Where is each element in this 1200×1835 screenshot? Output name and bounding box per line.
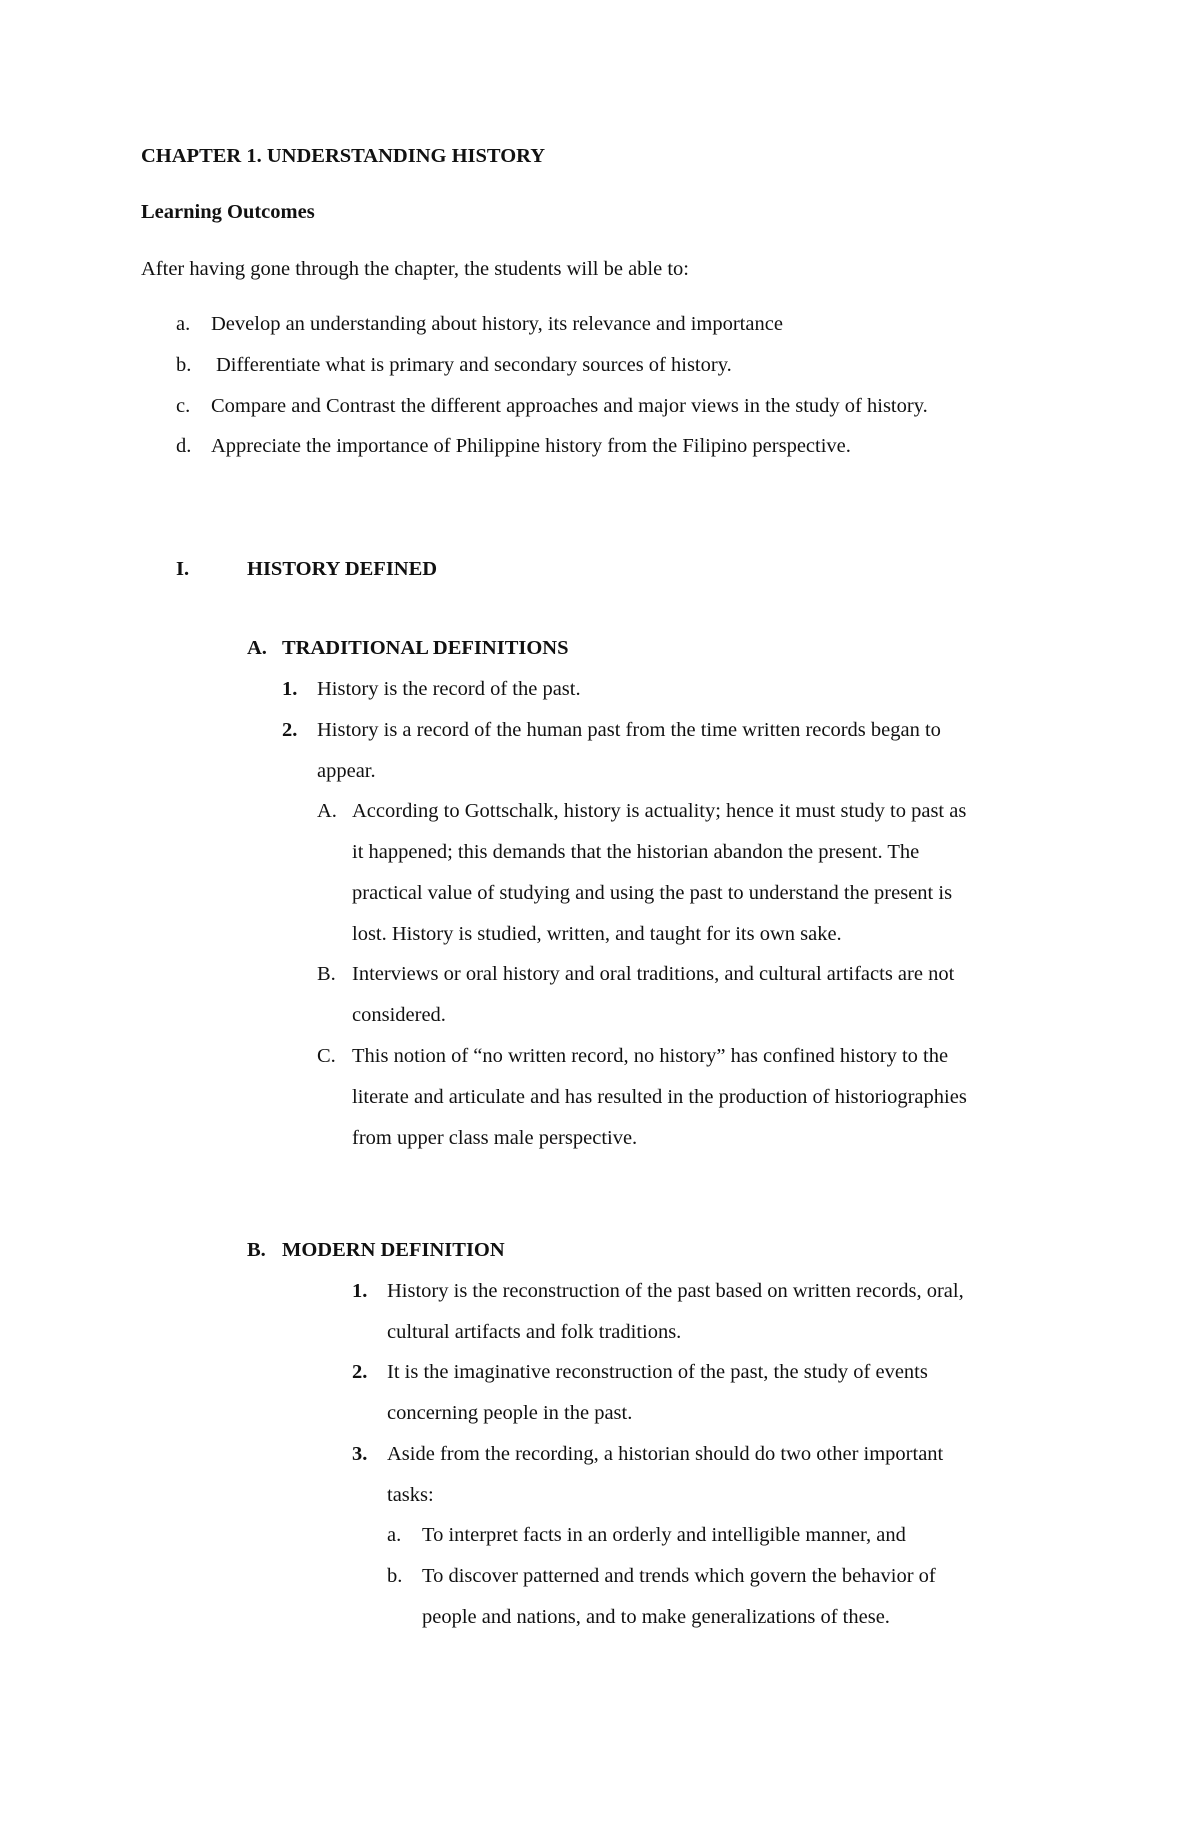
list-item-text: Differentiate what is primary and secondary sources of history. (216, 354, 732, 376)
list-item-marker: 2. (352, 1361, 368, 1383)
sub-item-marker: a. (387, 1524, 402, 1546)
sub-item-text: To discover patterned and trends which govern the behavior of (422, 1565, 936, 1587)
list-item-text: Compare and Contrast the different approaches and major views in the study of history. (211, 395, 928, 417)
sub-item-marker: b. (387, 1565, 403, 1587)
list-item-text: tasks: (387, 1484, 434, 1506)
list-item-text: Aside from the recording, a historian should do two other important (387, 1443, 944, 1465)
section-title: HISTORY DEFINED (247, 558, 438, 580)
sub-item-text: it happened; this demands that the historian abandon the present. The (352, 841, 920, 863)
list-item-text: cultural artifacts and folk traditions. (387, 1321, 682, 1343)
list-item-text: Develop an understanding about history, its relevance and importance (211, 313, 783, 335)
list-item-text: History is the reconstruction of the past based on written records, oral, (387, 1280, 964, 1302)
list-item-text: appear. (317, 760, 376, 782)
list-item-marker: c. (176, 395, 191, 417)
sub-item-text: considered. (352, 1004, 446, 1026)
sub-item-marker: B. (317, 963, 336, 985)
sub-item-text: people and nations, and to make generalizations of these. (422, 1606, 890, 1628)
learning-outcomes-intro: After having gone through the chapter, the students will be able to: (141, 258, 689, 280)
list-item-text: concerning people in the past. (387, 1402, 633, 1424)
list-item-marker: 1. (282, 678, 298, 700)
section-marker: I. (176, 558, 190, 580)
chapter-title: CHAPTER 1. UNDERSTANDING HISTORY (141, 145, 546, 167)
list-item-text: Appreciate the importance of Philippine history from the Filipino perspective. (211, 435, 851, 457)
subsection-heading: TRADITIONAL DEFINITIONS (282, 637, 569, 659)
list-item-text: It is the imaginative reconstruction of the past, the study of events (387, 1361, 928, 1383)
subsection-marker: A. (247, 637, 267, 659)
subsection-heading: MODERN DEFINITION (282, 1239, 505, 1261)
sub-item-text: According to Gottschalk, history is actuality; hence it must study to past as (352, 800, 967, 822)
list-item-marker: d. (176, 435, 192, 457)
sub-item-text: This notion of “no written record, no history” has confined history to the (352, 1045, 949, 1067)
sub-item-marker: A. (317, 800, 337, 822)
list-item-marker: 2. (282, 719, 298, 741)
learning-outcomes-heading: Learning Outcomes (141, 201, 315, 223)
sub-item-text: from upper class male perspective. (352, 1127, 638, 1149)
sub-item-text: lost. History is studied, written, and taught for its own sake. (352, 923, 842, 945)
sub-item-marker: C. (317, 1045, 336, 1067)
sub-item-text: Interviews or oral history and oral traditions, and cultural artifacts are not (352, 963, 955, 985)
sub-item-text: To interpret facts in an orderly and intelligible manner, and (422, 1524, 906, 1546)
list-item-text: History is the record of the past. (317, 678, 581, 700)
list-item-marker: b. (176, 354, 192, 376)
list-item-marker: 1. (352, 1280, 368, 1302)
sub-item-text: practical value of studying and using the past to understand the present is (352, 882, 953, 904)
sub-item-text: literate and articulate and has resulted in the production of historiographies (352, 1086, 967, 1108)
list-item-marker: a. (176, 313, 191, 335)
list-item-marker: 3. (352, 1443, 368, 1465)
subsection-marker: B. (247, 1239, 266, 1261)
list-item-text: History is a record of the human past from the time written records began to (317, 719, 941, 741)
